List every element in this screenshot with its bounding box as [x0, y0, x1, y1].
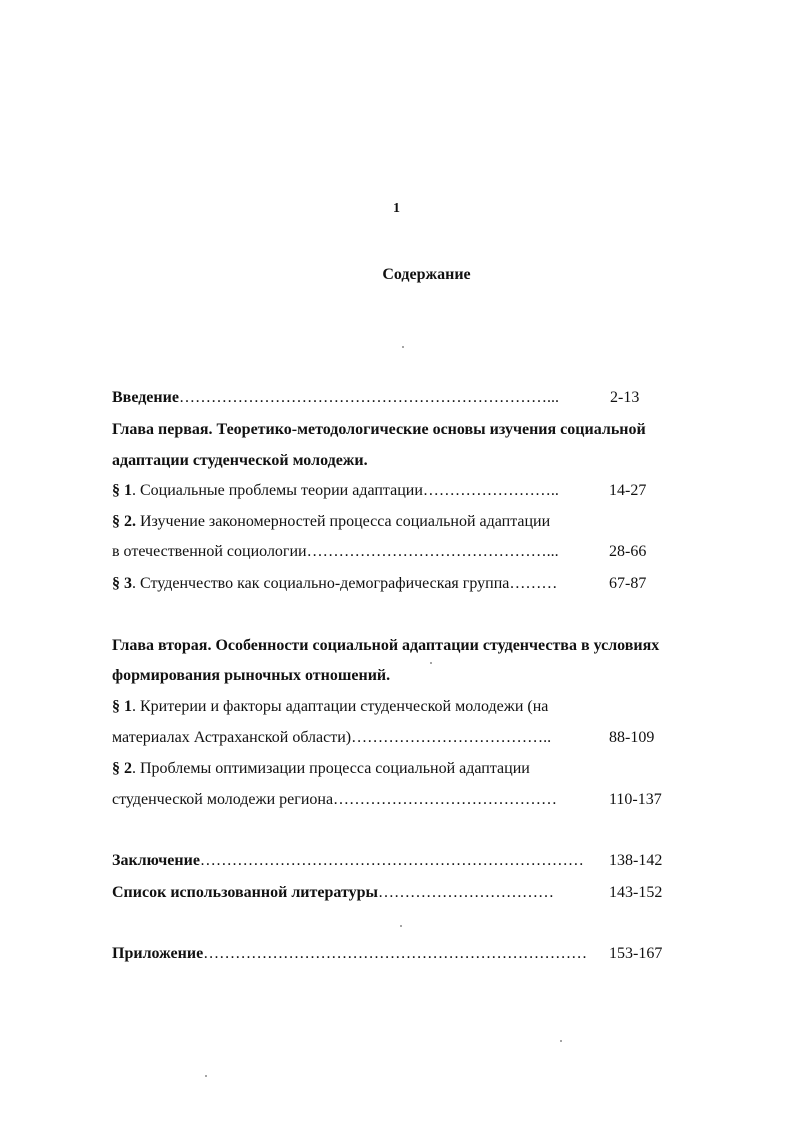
toc-references-dots: …………………………… [378, 884, 554, 901]
section-text: Изучение закономерностей процесса социальной адаптации [136, 513, 551, 530]
toc-entry-intro [112, 388, 559, 408]
section-mark: § 2 [112, 760, 132, 777]
toc-entry-ch1-s3 [112, 574, 557, 594]
section-text: . Критерии и факторы адаптации студенческой молодежи (на [132, 698, 549, 715]
toc-entry-appendix [112, 944, 587, 964]
scan-speck [560, 1040, 562, 1042]
toc-conclusion-label: Заключение [112, 852, 200, 869]
section-mark: § 2. [112, 513, 136, 530]
toc-appendix-dots: ……………………………………………………………… [203, 945, 588, 962]
section-mark: § 3 [112, 575, 132, 592]
toc-entry-references [112, 883, 554, 903]
section-mark: § 1 [112, 698, 132, 715]
scan-speck [430, 662, 432, 664]
toc-entry-ch2-s1 [112, 697, 548, 717]
toc-entry-ch2-s1-line2: материалах Астраханской области)……………………………….. [112, 729, 552, 746]
scan-speck [400, 925, 402, 927]
toc-references-label: Список использованной литературы [112, 884, 378, 901]
toc-entry-ch2-s2 [112, 759, 530, 779]
toc-references-pages: 143-152 [609, 884, 663, 901]
chapter1-title-line2: адаптации студенческой молодежи. [112, 452, 368, 469]
toc-entry-ch1-s2 [112, 512, 550, 532]
toc-conclusion-pages: 138-142 [609, 852, 663, 869]
section-text: . Проблемы оптимизации процесса социальной адаптации [132, 760, 530, 777]
toc-appendix-label: Приложение [112, 945, 204, 962]
toc-intro-pages: 2-13 [610, 389, 640, 406]
toc-ch2-s2-pages: 110-137 [609, 791, 662, 808]
chapter2-title-line1: Глава вторая. Особенности социальной адаптации студенчества в условиях [112, 637, 660, 654]
toc-ch1-s1-pages: 14-27 [609, 482, 647, 499]
toc-ch1-s2-pages: 28-66 [609, 543, 647, 560]
toc-entry-ch1-s1 [112, 481, 559, 501]
toc-intro-label: Введение [112, 389, 179, 406]
toc-intro-dots: ……………………………………………………………... [178, 389, 559, 406]
scan-speck [402, 346, 404, 348]
toc-conclusion-dots: ……………………………………………………………… [199, 852, 584, 869]
chapter2-title-line2: формирования рыночных отношений. [112, 667, 391, 684]
page-title: Содержание [382, 266, 471, 283]
toc-ch1-s3-pages: 67-87 [609, 575, 647, 592]
page-number: 1 [393, 201, 400, 216]
toc-entry-ch1-s2-line2: в отечественной социологии………………………………………... [112, 543, 559, 560]
toc-ch2-s1-pages: 88-109 [609, 729, 655, 746]
toc-entry-conclusion [112, 851, 584, 871]
scan-speck [205, 1075, 207, 1077]
section-text: . Социальные проблемы теории адаптации…………………….. [132, 482, 559, 499]
toc-entry-ch2-s2-line2: студенческой молодежи региона…………………………………… [112, 791, 558, 808]
chapter1-title-line1: Глава первая. Теоретико-методологические основы изучения социальной [112, 421, 646, 438]
section-text: . Студенчество как социально-демографическая группа……… [132, 575, 558, 592]
toc-appendix-pages: 153-167 [609, 945, 663, 962]
section-mark: § 1 [112, 482, 132, 499]
